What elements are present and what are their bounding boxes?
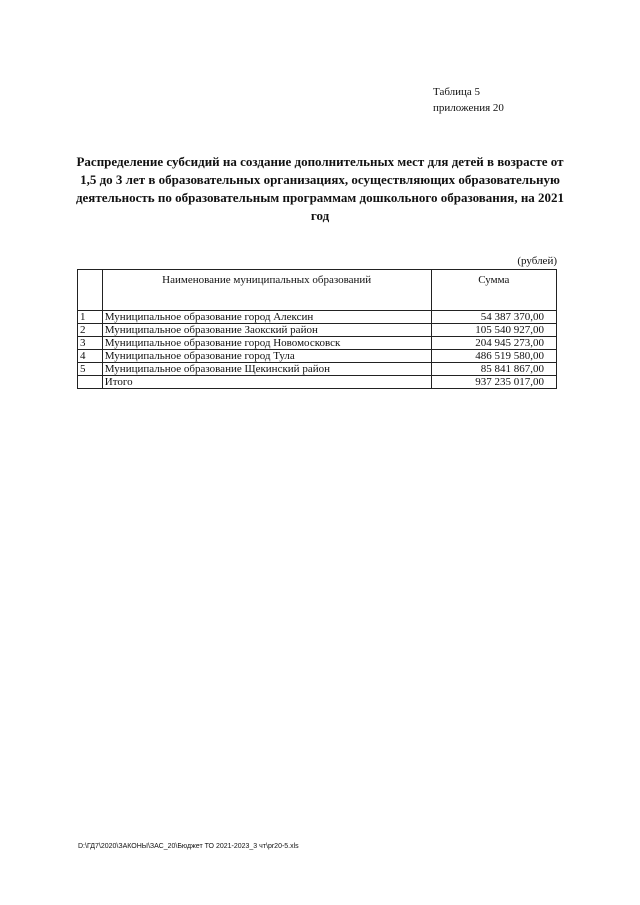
row-number: 2 — [78, 324, 103, 337]
table-row — [78, 337, 557, 350]
row-sum: 105 540 927,00 — [431, 324, 556, 337]
row-number: 4 — [78, 350, 103, 363]
subsidy-table — [77, 269, 557, 389]
table-row — [78, 324, 557, 337]
column-header-name: Наименование муниципальных образований — [102, 270, 431, 311]
column-header-number — [78, 270, 103, 311]
row-name: Муниципальное образование Заокский район — [102, 324, 431, 337]
row-name: Муниципальное образование город Тула — [102, 350, 431, 363]
total-row-number — [78, 376, 103, 389]
table-row — [78, 350, 557, 363]
table-row — [78, 363, 557, 376]
table-header-row — [78, 270, 557, 311]
units-label: (рублей) — [517, 255, 557, 267]
row-number: 3 — [78, 337, 103, 350]
table-row — [78, 311, 557, 324]
table-reference — [433, 84, 504, 116]
document-title: Распределение субсидий на создание дополнительных мест для детей в возрасте от 1,5 до 3 лет в образовательных организациях, осуществляющих образовательную деятельность по образовательным программам дошкольного образования, на 2021 год — [75, 154, 565, 223]
total-sum: 937 235 017,00 — [431, 376, 556, 389]
row-name: Муниципальное образование город Алексин — [102, 311, 431, 324]
total-row — [78, 376, 557, 389]
row-name: Муниципальное образование Щекинский район — [102, 363, 431, 376]
row-number: 1 — [78, 311, 103, 324]
row-name: Муниципальное образование город Новомосковск — [102, 337, 431, 350]
row-sum: 204 945 273,00 — [431, 337, 556, 350]
total-label: Итого — [102, 376, 431, 389]
file-path-footer: D:\ГД7\2020\ЗАКОНЫ\ЗАС_20\Бюджет ТО 2021-2023_3 чт\pr20-5.xls — [78, 843, 299, 850]
row-sum: 54 387 370,00 — [431, 311, 556, 324]
row-sum: 486 519 580,00 — [431, 350, 556, 363]
table-number-label: Таблица 5 — [433, 86, 481, 98]
column-header-sum: Сумма — [431, 270, 556, 311]
row-sum: 85 841 867,00 — [431, 363, 556, 376]
row-number: 5 — [78, 363, 103, 376]
appendix-label: приложения 20 — [433, 102, 504, 114]
